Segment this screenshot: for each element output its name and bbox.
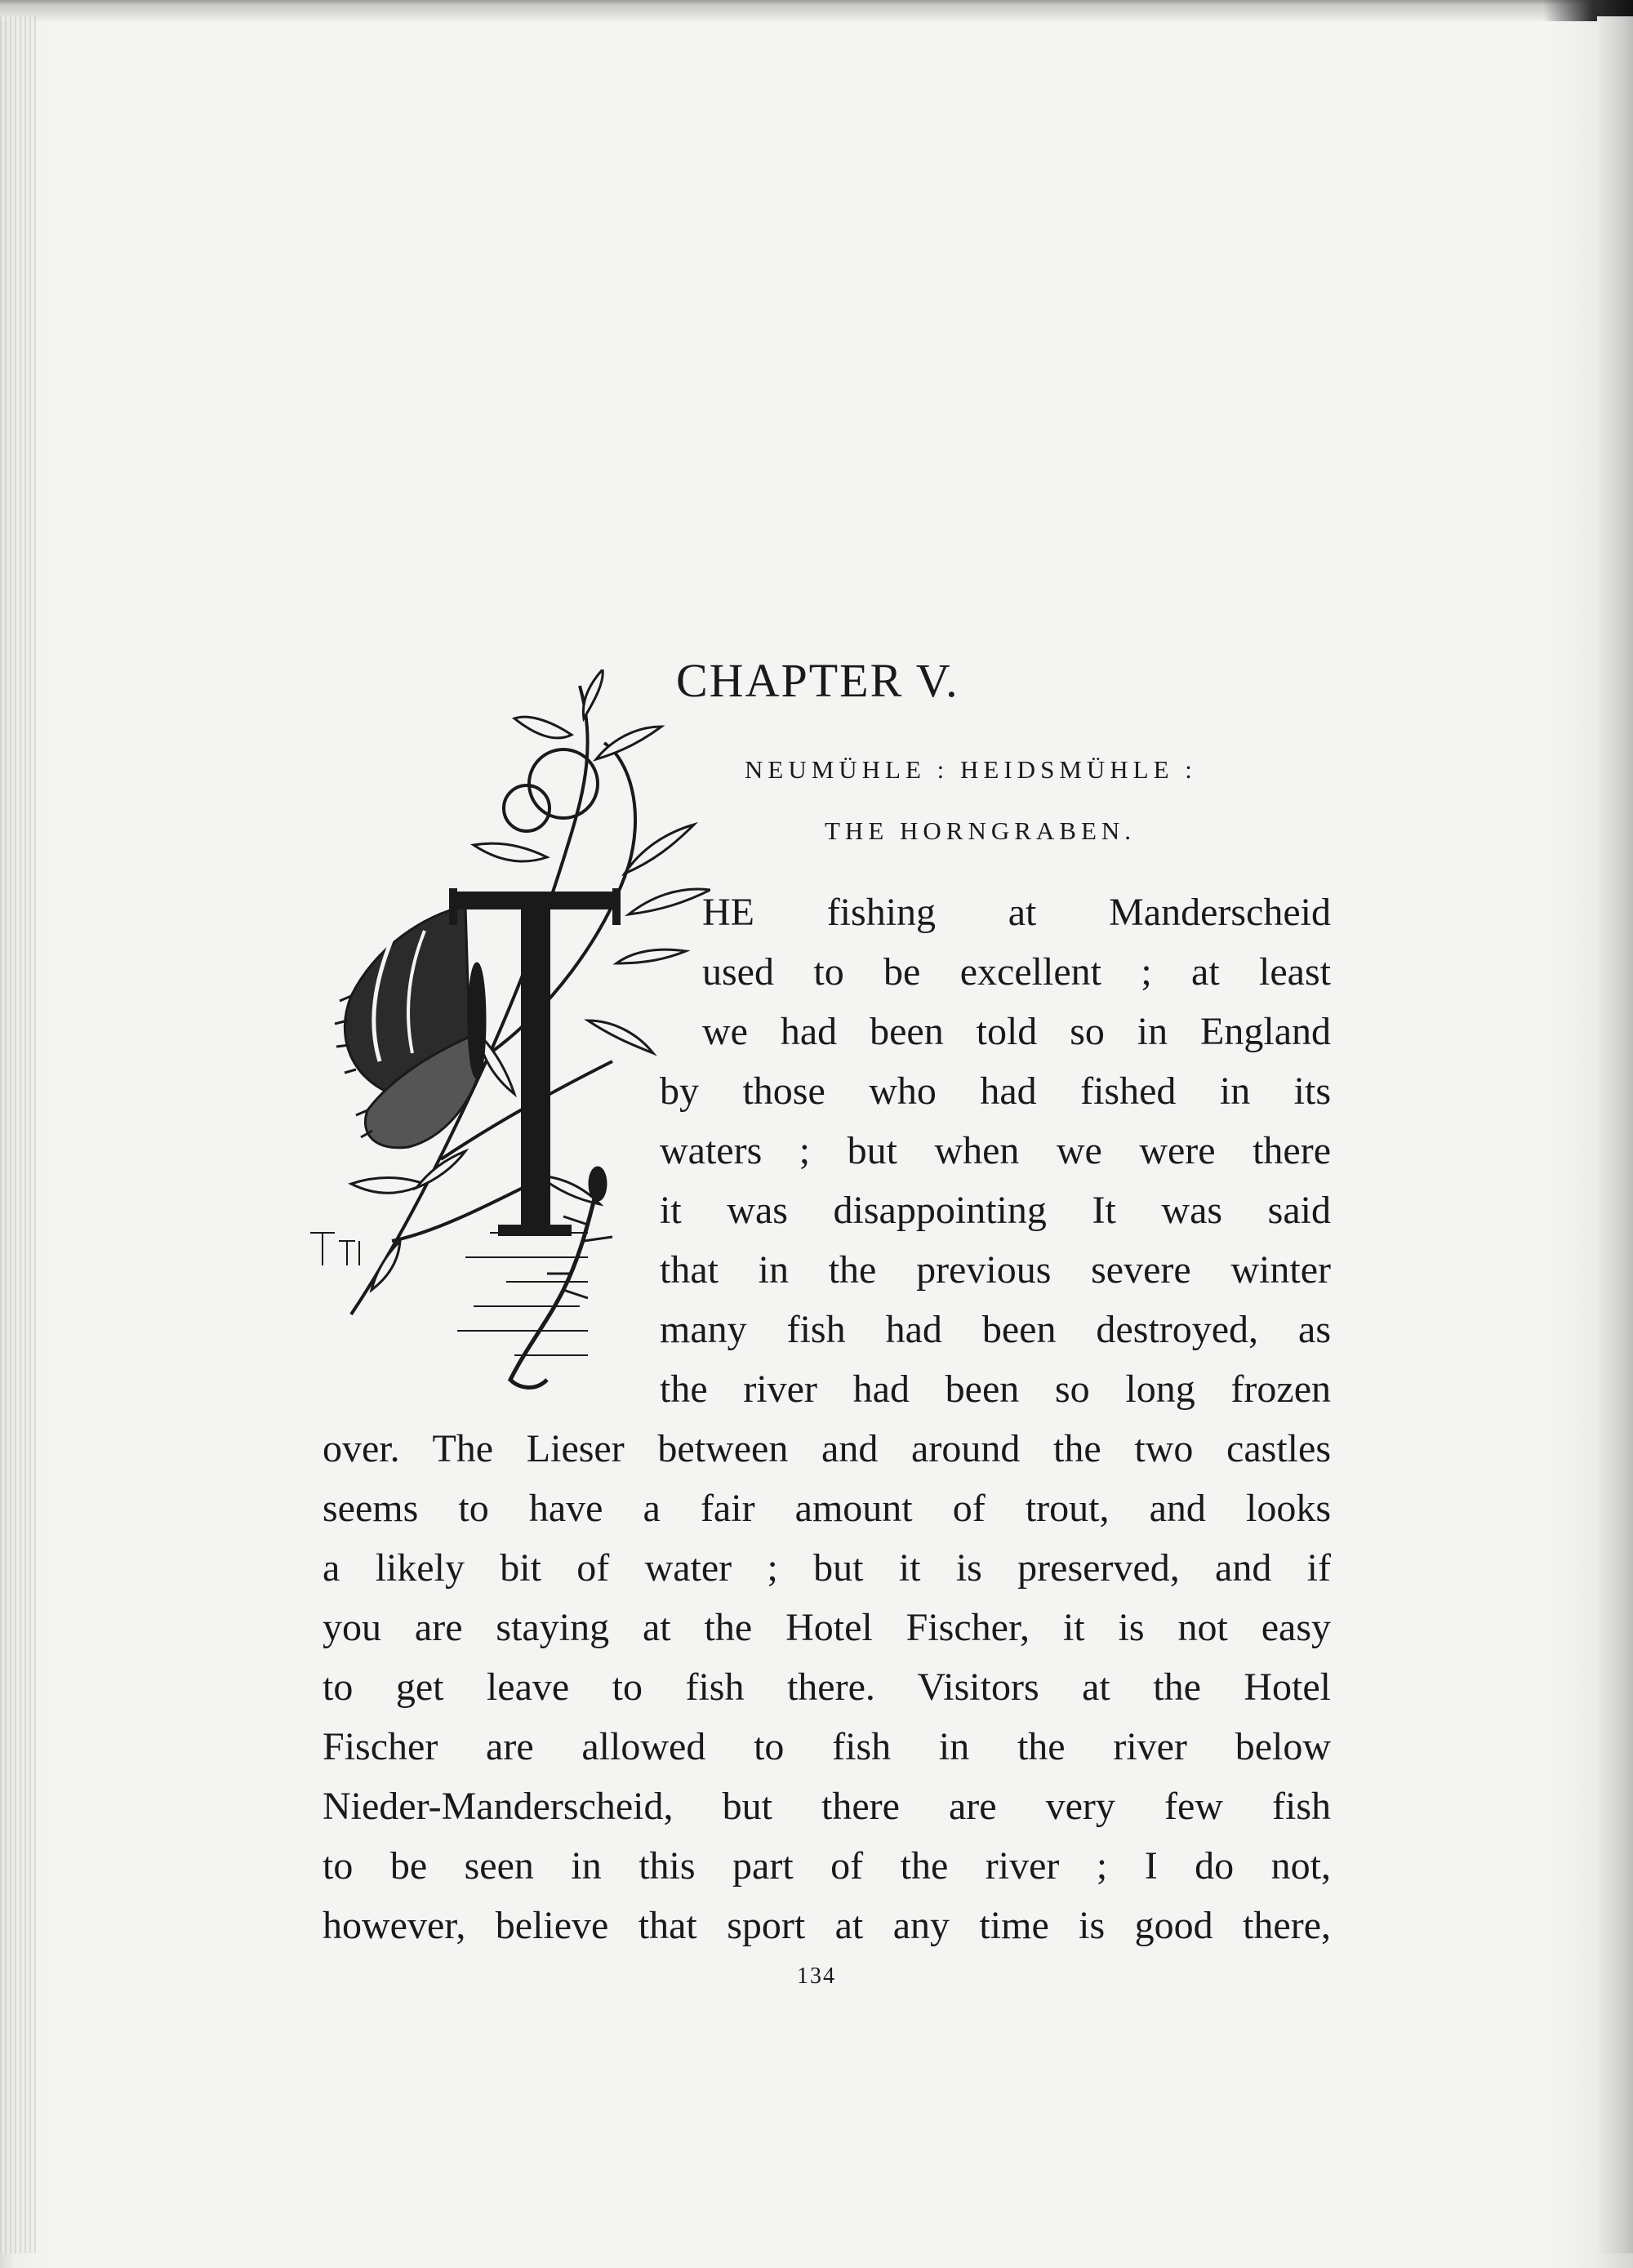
body-line: over. The Lieser between and around the two castles (323, 1427, 1331, 1470)
body-line: we had been told so in England (702, 1010, 1331, 1053)
chapter-title: CHAPTER V. (676, 654, 959, 707)
body-line: many fish had been destroyed, as (660, 1308, 1331, 1351)
chapter-subtitle-line-2: THE HORNGRABEN. (825, 816, 1137, 845)
body-line: that in the previous severe winter (660, 1248, 1331, 1292)
body-line: seems to have a fair amount of trout, and looks (323, 1487, 1331, 1530)
body-line: used to be excellent ; at least (702, 950, 1331, 994)
body-line: Nieder-Manderscheid, but there are very few fish (323, 1785, 1331, 1828)
page-number: 134 (797, 1963, 836, 1989)
body-line: you are staying at the Hotel Fischer, it is not easy (323, 1606, 1331, 1649)
page-right-edge (1597, 16, 1633, 2253)
body-line: waters ; but when we were there (660, 1129, 1331, 1172)
chapter-subtitle-line-1: NEUMÜHLE : HEIDSMÜHLE : (745, 755, 1197, 784)
page-stack-left-edge (0, 16, 36, 2253)
body-line: Fischer are allowed to fish in the river below (323, 1725, 1331, 1768)
body-line: it was disappointing It was said (660, 1189, 1331, 1232)
body-line: by those who had fished in its (660, 1070, 1331, 1113)
body-line: to get leave to fish there. Visitors at the Hotel (323, 1665, 1331, 1709)
body-line: a likely bit of water ; but it is preserved, and if (323, 1546, 1331, 1590)
body-line: to be seen in this part of the river ; I do not, (323, 1844, 1331, 1888)
body-line: the river had been so long frozen (660, 1367, 1331, 1411)
body-line: HE fishing at Manderscheid (702, 891, 1331, 934)
body-line: however, believe that sport at any time is good there, (323, 1904, 1331, 1947)
page-top-edge (0, 0, 1633, 21)
drop-cap-ornament-icon (302, 669, 710, 1404)
